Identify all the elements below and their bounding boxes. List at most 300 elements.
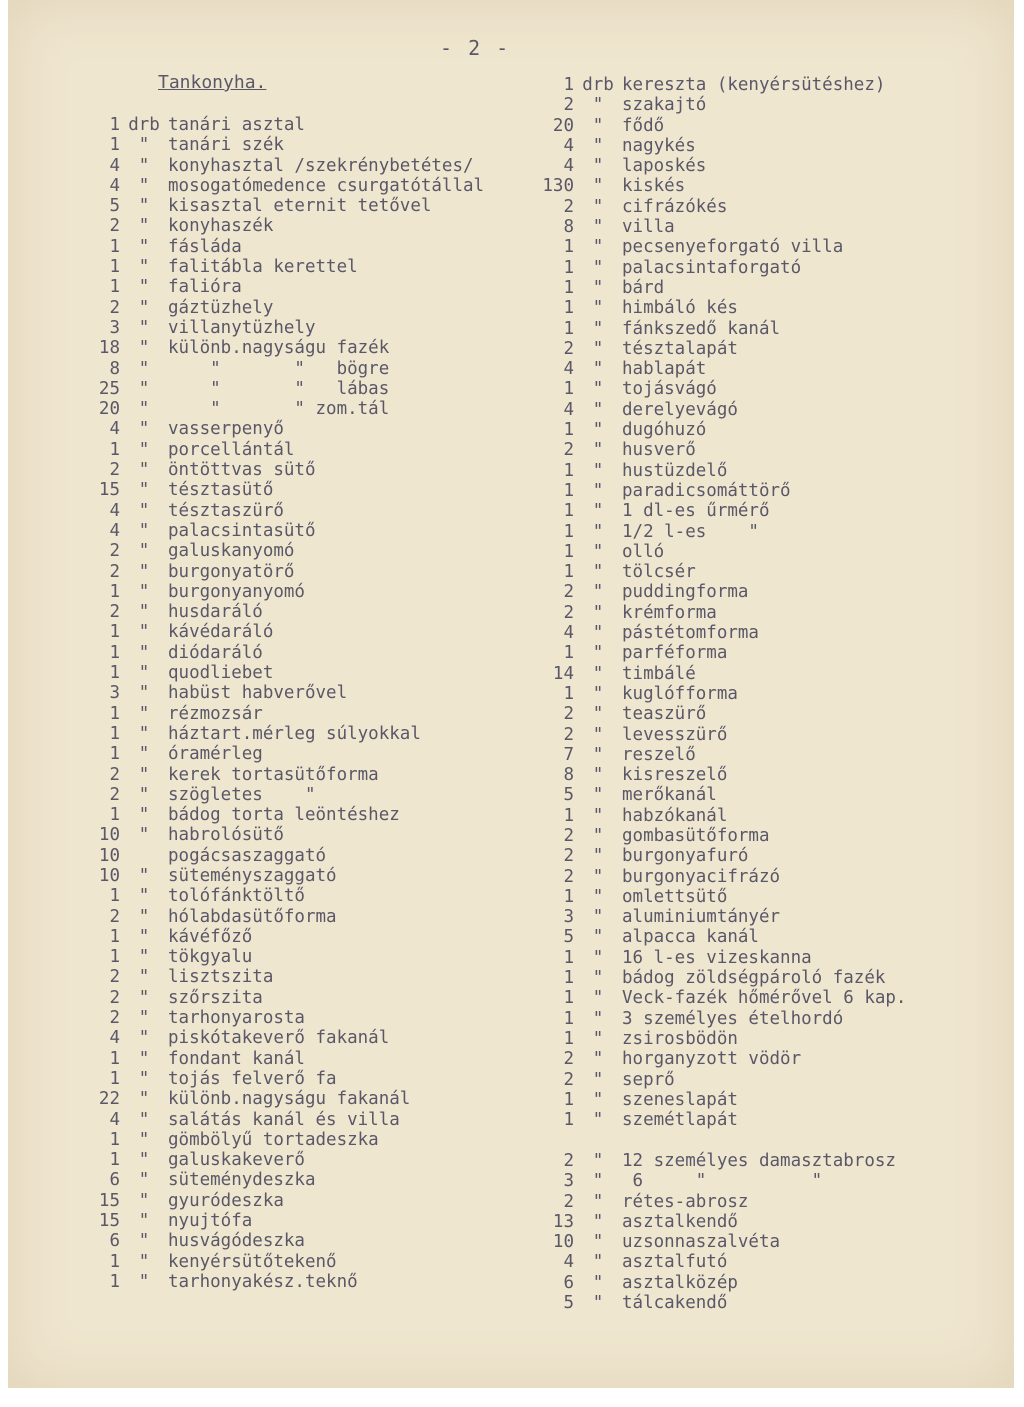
item-unit: " bbox=[592, 846, 604, 867]
item-quantity: 10 bbox=[98, 825, 120, 846]
list-item bbox=[534, 1009, 906, 1029]
item-unit: " bbox=[592, 1151, 604, 1171]
item-name: hólabdasütőforma bbox=[168, 906, 337, 927]
item-unit: " bbox=[138, 1068, 150, 1089]
item-name: nagykés bbox=[622, 135, 696, 156]
list-item bbox=[80, 683, 484, 703]
list-item bbox=[80, 602, 484, 622]
item-name: tanári szék bbox=[168, 135, 284, 156]
list-item bbox=[534, 95, 906, 115]
list-item bbox=[534, 136, 906, 156]
item-name: kávédaráló bbox=[168, 622, 274, 643]
item-quantity: 4 bbox=[109, 155, 120, 176]
item-unit: " bbox=[592, 277, 604, 298]
list-item bbox=[534, 1232, 896, 1252]
item-unit: " bbox=[138, 581, 150, 602]
item-unit: " bbox=[592, 988, 604, 1009]
item-name: 6 " " bbox=[622, 1171, 823, 1192]
list-item bbox=[534, 988, 906, 1008]
item-name: szögletes " bbox=[168, 784, 316, 805]
item-unit: " bbox=[138, 683, 150, 704]
item-unit: " bbox=[592, 1110, 604, 1131]
item-unit: " bbox=[138, 602, 150, 623]
list-item bbox=[534, 481, 906, 501]
item-unit: " bbox=[592, 95, 604, 116]
list-item bbox=[80, 785, 484, 805]
item-quantity: 1 bbox=[563, 541, 574, 562]
list-item bbox=[80, 1170, 484, 1190]
item-quantity: 2 bbox=[563, 1069, 574, 1090]
list-item bbox=[80, 622, 484, 642]
item-name: fánkszedő kanál bbox=[622, 318, 781, 339]
item-quantity: 2 bbox=[563, 724, 574, 745]
item-unit: " bbox=[592, 785, 604, 806]
list-item bbox=[534, 684, 906, 704]
item-quantity: 6 bbox=[563, 1272, 574, 1293]
item-name: palacsintasütő bbox=[168, 520, 316, 541]
item-unit: " bbox=[592, 1211, 604, 1232]
list-item bbox=[80, 359, 484, 379]
list-item bbox=[534, 948, 906, 968]
item-unit: " bbox=[138, 1028, 150, 1049]
item-unit: " bbox=[138, 520, 150, 541]
item-unit: " bbox=[138, 805, 150, 826]
item-unit: " bbox=[592, 1069, 604, 1090]
item-quantity: 1 bbox=[109, 663, 120, 684]
list-item bbox=[534, 440, 906, 460]
list-item bbox=[534, 867, 906, 887]
item-quantity: 1 bbox=[109, 236, 120, 257]
list-item bbox=[534, 785, 906, 805]
item-unit: " bbox=[138, 419, 150, 440]
list-item bbox=[534, 1049, 906, 1069]
item-name: szakajtó bbox=[622, 95, 707, 116]
item-quantity: 1 bbox=[109, 723, 120, 744]
item-name: burgonyatörő bbox=[168, 561, 295, 582]
list-item bbox=[534, 319, 906, 339]
item-quantity: 1 bbox=[563, 420, 574, 441]
item-unit: " bbox=[138, 784, 150, 805]
item-quantity: 3 bbox=[109, 683, 120, 704]
list-item bbox=[80, 196, 484, 216]
item-name: falitábla kerettel bbox=[168, 257, 358, 278]
item-unit: " bbox=[592, 744, 604, 765]
item-name: paradicsomáttörő bbox=[622, 480, 791, 501]
list-item bbox=[534, 826, 906, 846]
list-item bbox=[534, 1192, 896, 1212]
item-quantity: 2 bbox=[109, 561, 120, 582]
item-unit: " bbox=[138, 825, 150, 846]
item-unit: " bbox=[592, 217, 604, 238]
item-name: olló bbox=[622, 541, 665, 562]
item-unit: " bbox=[138, 500, 150, 521]
list-item bbox=[534, 664, 906, 684]
item-quantity: 2 bbox=[563, 825, 574, 846]
item-quantity: 1 bbox=[109, 1251, 120, 1272]
item-name: Veck-fazék hőmérővel 6 kap. bbox=[622, 988, 907, 1009]
item-quantity: 1 bbox=[563, 318, 574, 339]
item-unit: " bbox=[592, 765, 604, 786]
item-unit: " bbox=[592, 298, 604, 319]
item-unit: " bbox=[138, 460, 150, 481]
section-title: Tankonyha. bbox=[158, 72, 267, 93]
item-unit: " bbox=[138, 764, 150, 785]
item-name: tölcsér bbox=[622, 562, 696, 583]
item-name: tökgyalu bbox=[168, 947, 253, 968]
item-unit: " bbox=[592, 521, 604, 542]
list-item bbox=[80, 257, 484, 277]
item-name: burgonyanyomó bbox=[168, 581, 305, 602]
item-unit: " bbox=[138, 1170, 150, 1191]
item-quantity: 8 bbox=[109, 358, 120, 379]
item-unit: " bbox=[592, 460, 604, 481]
item-name: burgonyacifrázó bbox=[622, 866, 781, 887]
item-unit: " bbox=[592, 1232, 604, 1253]
item-quantity: 15 bbox=[98, 1211, 120, 1232]
item-unit: " bbox=[138, 987, 150, 1008]
list-item bbox=[80, 379, 484, 399]
list-item bbox=[534, 420, 906, 440]
item-name: fásláda bbox=[168, 236, 242, 257]
item-unit: " bbox=[592, 440, 604, 461]
list-item bbox=[534, 968, 906, 988]
item-name: krémforma bbox=[622, 602, 717, 623]
item-quantity: 3 bbox=[109, 317, 120, 338]
list-item bbox=[80, 216, 484, 236]
list-item bbox=[534, 197, 906, 217]
item-name: villanytüzhely bbox=[168, 317, 316, 338]
item-quantity: 7 bbox=[563, 744, 574, 765]
item-quantity: 5 bbox=[563, 1293, 574, 1314]
list-item bbox=[80, 825, 484, 845]
list-item bbox=[80, 947, 484, 967]
item-unit: " bbox=[138, 906, 150, 927]
item-unit: " bbox=[138, 926, 150, 947]
item-name: seprő bbox=[622, 1069, 675, 1090]
item-unit: " bbox=[592, 704, 604, 725]
item-quantity: 1 bbox=[563, 1110, 574, 1131]
item-name: husdaráló bbox=[168, 602, 263, 623]
item-quantity: 4 bbox=[109, 175, 120, 196]
item-unit: " bbox=[138, 135, 150, 156]
item-name: szeneslapát bbox=[622, 1089, 738, 1110]
item-quantity: 2 bbox=[109, 906, 120, 927]
item-unit: " bbox=[592, 825, 604, 846]
item-quantity: 2 bbox=[563, 338, 574, 359]
item-unit: " bbox=[592, 257, 604, 278]
item-quantity: 3 bbox=[563, 1171, 574, 1192]
list-item bbox=[80, 277, 484, 297]
list-item bbox=[80, 460, 484, 480]
item-quantity: 6 bbox=[109, 1170, 120, 1191]
item-name: alpacca kanál bbox=[622, 927, 759, 948]
item-name: tojás felverő fa bbox=[168, 1068, 337, 1089]
item-quantity: 1 bbox=[563, 460, 574, 481]
item-quantity: 4 bbox=[563, 399, 574, 420]
item-name: porcellántál bbox=[168, 439, 295, 460]
list-item bbox=[80, 440, 484, 460]
item-quantity: 20 bbox=[98, 399, 120, 420]
item-quantity: 1 bbox=[563, 1089, 574, 1110]
item-quantity: 2 bbox=[563, 440, 574, 461]
list-item bbox=[534, 359, 906, 379]
item-unit: " bbox=[138, 642, 150, 663]
item-name: 1/2 l-es " bbox=[622, 521, 759, 542]
list-item bbox=[80, 1272, 484, 1292]
item-quantity: 1 bbox=[109, 744, 120, 765]
list-item bbox=[534, 806, 906, 826]
item-unit: " bbox=[138, 663, 150, 684]
item-name: kenyérsütőtekenő bbox=[168, 1251, 337, 1272]
item-name: tálcakendő bbox=[622, 1293, 728, 1314]
item-quantity: 4 bbox=[563, 623, 574, 644]
item-name: kuglófforma bbox=[622, 683, 738, 704]
list-item bbox=[80, 521, 484, 541]
item-quantity: 2 bbox=[109, 784, 120, 805]
item-name: teaszürő bbox=[622, 704, 707, 725]
item-name: aluminiumtányér bbox=[622, 907, 781, 928]
item-quantity: 1 bbox=[563, 988, 574, 1009]
list-item bbox=[534, 116, 906, 136]
item-name: kereszta (kenyérsütéshez) bbox=[622, 75, 886, 95]
item-quantity: 1 bbox=[563, 237, 574, 258]
item-unit: " bbox=[592, 643, 604, 664]
item-unit: " bbox=[592, 115, 604, 136]
item-unit: " bbox=[138, 399, 150, 420]
item-quantity: 13 bbox=[552, 1211, 574, 1232]
item-name: kisreszelő bbox=[622, 765, 728, 786]
item-quantity: 1 bbox=[109, 257, 120, 278]
item-name: habrolósütő bbox=[168, 825, 284, 846]
list-item bbox=[80, 907, 484, 927]
list-item bbox=[80, 135, 484, 155]
item-name: tojásvágó bbox=[622, 379, 717, 400]
item-unit: " bbox=[138, 1008, 150, 1029]
item-quantity: 1 bbox=[109, 1271, 120, 1292]
list-item bbox=[80, 1049, 484, 1069]
item-quantity: 2 bbox=[563, 866, 574, 887]
item-unit: " bbox=[592, 663, 604, 684]
list-item bbox=[534, 522, 906, 542]
item-quantity: 2 bbox=[109, 460, 120, 481]
list-item bbox=[534, 623, 906, 643]
list-item bbox=[80, 1231, 484, 1251]
item-name: tésztalapát bbox=[622, 338, 738, 359]
item-name: merőkanál bbox=[622, 785, 717, 806]
item-unit: " bbox=[592, 1252, 604, 1273]
item-name: süteményszaggató bbox=[168, 865, 337, 886]
list-item bbox=[80, 115, 484, 135]
item-quantity: 5 bbox=[563, 785, 574, 806]
item-quantity: 6 bbox=[109, 1231, 120, 1252]
item-name: tanári asztal bbox=[168, 115, 305, 135]
list-item bbox=[534, 75, 906, 95]
item-unit: " bbox=[138, 358, 150, 379]
item-name: 16 l-es vizeskanna bbox=[622, 947, 812, 968]
item-quantity: 1 bbox=[563, 277, 574, 298]
list-item bbox=[534, 643, 906, 663]
item-name: galuskakeverő bbox=[168, 1150, 305, 1171]
item-quantity: 2 bbox=[109, 764, 120, 785]
list-item bbox=[534, 1029, 906, 1049]
item-quantity: 2 bbox=[563, 602, 574, 623]
item-name: palacsintaforgató bbox=[622, 257, 802, 278]
item-quantity: 130 bbox=[542, 176, 574, 197]
list-item bbox=[80, 1191, 484, 1211]
item-quantity: 1 bbox=[563, 480, 574, 501]
list-item bbox=[80, 338, 484, 358]
item-unit: " bbox=[138, 1251, 150, 1272]
item-name: dugóhuzó bbox=[622, 420, 707, 441]
item-unit: " bbox=[138, 378, 150, 399]
item-quantity: 20 bbox=[552, 115, 574, 136]
item-unit: " bbox=[592, 1293, 604, 1314]
list-item bbox=[534, 704, 906, 724]
item-quantity: 2 bbox=[109, 602, 120, 623]
list-item bbox=[534, 501, 906, 521]
item-unit: " bbox=[138, 216, 150, 237]
item-unit: " bbox=[138, 1109, 150, 1130]
item-name: villa bbox=[622, 217, 675, 238]
item-quantity: 1 bbox=[109, 277, 120, 298]
item-quantity: 2 bbox=[563, 196, 574, 217]
item-unit: " bbox=[592, 927, 604, 948]
item-unit: " bbox=[138, 1211, 150, 1232]
list-item bbox=[80, 988, 484, 1008]
item-name: diódaráló bbox=[168, 642, 263, 663]
item-quantity: 4 bbox=[563, 156, 574, 177]
item-name: vasserpenyő bbox=[168, 419, 284, 440]
list-item bbox=[534, 765, 906, 785]
item-name: kerek tortasütőforma bbox=[168, 764, 379, 785]
item-name: husverő bbox=[622, 440, 696, 461]
item-unit: " bbox=[138, 1231, 150, 1252]
item-quantity: 1 bbox=[109, 115, 120, 135]
item-quantity: 2 bbox=[109, 967, 120, 988]
item-quantity: 1 bbox=[109, 703, 120, 724]
list-item bbox=[534, 582, 906, 602]
item-quantity: 4 bbox=[109, 1109, 120, 1130]
item-unit: " bbox=[592, 805, 604, 826]
item-quantity: 2 bbox=[109, 216, 120, 237]
item-quantity: 1 bbox=[109, 622, 120, 643]
item-name: laposkés bbox=[622, 156, 707, 177]
item-quantity: 10 bbox=[98, 865, 120, 886]
item-name: tésztasütő bbox=[168, 480, 274, 501]
item-unit: " bbox=[592, 237, 604, 258]
list-item bbox=[534, 1110, 906, 1130]
item-unit: " bbox=[138, 947, 150, 968]
item-quantity: 2 bbox=[563, 95, 574, 116]
item-quantity: 1 bbox=[563, 968, 574, 989]
item-unit: " bbox=[592, 1272, 604, 1293]
item-quantity: 2 bbox=[109, 541, 120, 562]
item-quantity: 10 bbox=[552, 1232, 574, 1253]
item-quantity: 2 bbox=[563, 704, 574, 725]
item-unit: " bbox=[138, 439, 150, 460]
item-unit: " bbox=[138, 277, 150, 298]
item-quantity: 1 bbox=[109, 886, 120, 907]
item-name: kisasztal eternit tetővel bbox=[168, 196, 432, 217]
item-name: háztart.mérleg súlyokkal bbox=[168, 723, 421, 744]
item-name: bádog torta leöntéshez bbox=[168, 805, 400, 826]
list-item bbox=[534, 1151, 896, 1171]
item-unit: " bbox=[592, 359, 604, 380]
list-item bbox=[80, 562, 484, 582]
item-name: salátás kanál és villa bbox=[168, 1109, 400, 1130]
list-item bbox=[80, 886, 484, 906]
item-name: 3 személyes ételhordó bbox=[622, 1008, 844, 1029]
item-name: pecsenyeforgató villa bbox=[622, 237, 844, 258]
item-quantity: 2 bbox=[109, 1008, 120, 1029]
item-quantity: 3 bbox=[563, 907, 574, 928]
list-item bbox=[80, 744, 484, 764]
item-quantity: 2 bbox=[563, 846, 574, 867]
list-item bbox=[80, 298, 484, 318]
item-name: habüst habverővel bbox=[168, 683, 348, 704]
item-quantity: 4 bbox=[563, 135, 574, 156]
item-unit: " bbox=[592, 1191, 604, 1212]
item-unit: " bbox=[592, 501, 604, 522]
item-name: asztalfutó bbox=[622, 1252, 728, 1273]
list-item bbox=[534, 237, 906, 257]
item-name: parféforma bbox=[622, 643, 728, 664]
item-name: 12 személyes damasztabrosz bbox=[622, 1151, 896, 1171]
item-name: zsirosbödön bbox=[622, 1028, 738, 1049]
item-quantity: 1 bbox=[563, 257, 574, 278]
item-unit: " bbox=[592, 135, 604, 156]
item-name: horganyzott vödör bbox=[622, 1049, 802, 1070]
item-name: öntöttvas sütő bbox=[168, 460, 316, 481]
item-name: mosogatómedence csurgatótállal bbox=[168, 175, 485, 196]
list-item bbox=[80, 805, 484, 825]
item-unit: " bbox=[592, 1028, 604, 1049]
item-unit: " bbox=[592, 582, 604, 603]
item-name: quodliebet bbox=[168, 663, 274, 684]
item-name: 1 dl-es űrmérő bbox=[622, 501, 770, 522]
item-unit: " bbox=[138, 155, 150, 176]
list-item bbox=[534, 217, 906, 237]
item-unit: " bbox=[138, 236, 150, 257]
item-name: bárd bbox=[622, 277, 665, 298]
list-item bbox=[534, 887, 906, 907]
item-quantity: 1 bbox=[109, 1068, 120, 1089]
item-name: derelyevágó bbox=[622, 399, 738, 420]
list-item bbox=[80, 1252, 484, 1272]
item-quantity: 1 bbox=[109, 439, 120, 460]
item-quantity: 1 bbox=[563, 501, 574, 522]
item-name: tolófánktöltő bbox=[168, 886, 305, 907]
item-unit: " bbox=[592, 947, 604, 968]
item-unit: " bbox=[592, 541, 604, 562]
item-name: gömbölyű tortadeszka bbox=[168, 1129, 379, 1150]
list-item bbox=[80, 318, 484, 338]
item-unit: " bbox=[138, 317, 150, 338]
item-unit: " bbox=[592, 724, 604, 745]
list-item bbox=[80, 663, 484, 683]
item-name: rézmozsár bbox=[168, 703, 263, 724]
item-name: uzsonnaszalvéta bbox=[622, 1232, 781, 1253]
item-name: lisztszita bbox=[168, 967, 274, 988]
item-quantity: 1 bbox=[109, 1129, 120, 1150]
item-unit: " bbox=[138, 175, 150, 196]
item-name: pástétomforma bbox=[622, 623, 759, 644]
item-quantity: 1 bbox=[109, 642, 120, 663]
item-unit: " bbox=[592, 1008, 604, 1029]
item-unit: " bbox=[592, 1089, 604, 1110]
item-quantity: 5 bbox=[109, 196, 120, 217]
item-unit: " bbox=[138, 1271, 150, 1292]
